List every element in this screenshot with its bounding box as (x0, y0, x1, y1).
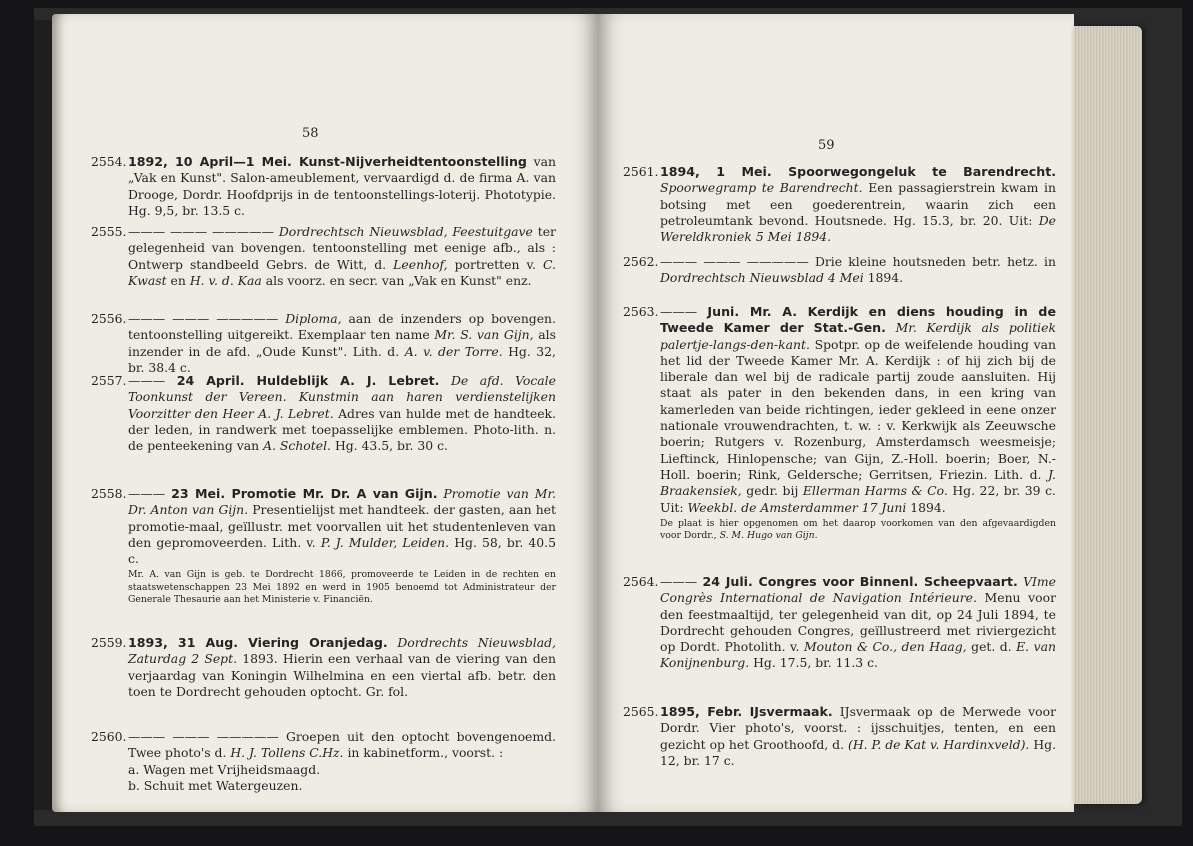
entry-italic: Leenhof, (393, 256, 448, 272)
entry-title: Dordrechts Nieuwsblad, Zaturdag 2 Sept. (128, 635, 556, 667)
entry-italic: A. Schotel. (263, 438, 331, 454)
entry-number: 2554. (91, 154, 127, 169)
entry-number: 2564. (623, 574, 659, 589)
entry-italic: E. van Konijnenburg. (660, 639, 1056, 671)
entry-dash: ——— ——— ————— (128, 224, 274, 239)
entry-heading: 24 Juli. Congres voor Binnenl. Scheepvaart. (702, 574, 1018, 589)
entry-text: ter gelegenheid van bovengen. tentoonstelling met eenige afb., als : Ontwerp standbeeld Gebrs. de Witt, d. (128, 224, 556, 272)
entry-italic: P. J. Mulder, Leiden. (320, 534, 450, 550)
catalog-entry (91, 635, 556, 700)
entry-text: IJsvermaak op de Merwede voor Dordr. Vier photo's, voorst. : ijsschuitjes, tenten, en een gezicht op het Groothoofd, d. (660, 704, 1056, 752)
entry-text: 1893. Hierin een verhaal van de viering van den verjaardag van Koningin Wilhelmina en een viertal afb. betr. den toen te Dordrecht gehouden optocht. Gr. fol. (128, 651, 556, 699)
entry-heading: 1892, 10 April—1 Mei. Kunst-Nijverheidtentoonstelling (128, 154, 527, 169)
entry-italic: J. Braakensiek, (660, 466, 1056, 499)
catalog-entry (91, 373, 556, 454)
entry-title: Dordrechtsch Nieuwsblad, Feestuitgave (278, 224, 533, 239)
entry-italic: De Wereldkroniek 5 Mei 1894. (660, 212, 1056, 245)
entry-title: De afd. Vocale Toonkunst der Vereen. Kunstmin aan haren verdienstelijken Voorzitter den Heer A. J. Lebret. (128, 373, 556, 421)
entry-heading: 24 April. Huldeblijk A. J. Lebret. (176, 373, 440, 388)
entry-text: als inzender in de afd. „Oude Kunst". Lith. d. (128, 327, 556, 359)
entry-italic: (H. P. de Kat v. Hardinxveld). (848, 736, 1030, 752)
entry-number: 2560. (91, 729, 127, 744)
entry-dash: ——— (660, 574, 698, 589)
entry-text: Spotpr. op de weifelende houding van het lid der Tweede Kamer Mr. A. Kerdijk : of hij zich bij de liberale dan wel bij de radicale partij zoude aansluiten. Hij staat als pater in den bekenden dans, in een kring van kamerleden van beide richtingen, ieder gekleed in eene onzer nationale vrouwendrachten, t. w. : v. Kerkwijk als Zeeuwsche boerin; Rutgers v. Rozenburg, Amsterdamsch weesmeisje; Lieftinck, Hinlopensche; van Gijn, Z.-Holl. boerin; Boer, N.-Holl. boerin; Rink, Geldersche; Gerritsen, Friezin. Lith. d. (660, 336, 1056, 482)
entry-heading: 23 Mei. Promotie Mr. Dr. A van Gijn. (171, 486, 438, 501)
entry-text: Hg. 43.5, br. 30 c. (334, 438, 448, 454)
entry-italic: H. v. d. Kaa (189, 272, 262, 288)
entry-text: Hg. 12, br. 17 c. (660, 736, 1057, 768)
entry-heading: 1893, 31 Aug. Viering Oranjedag. (128, 635, 388, 650)
entry-footnote (660, 518, 1056, 543)
page-number: 59 (818, 138, 835, 153)
entry-text: Een passagierstrein kwam in botsing met een goederentrein, waarin zich een petroleumtank bevond. Houtsnede. Hg. 15.3, br. 20. Uit: (660, 180, 1056, 228)
entry-text: als voorz. en secr. van „Vak en Kunst" enz. (265, 272, 532, 288)
catalog-entry (623, 704, 1057, 769)
entry-number: 2557. (91, 373, 127, 388)
page-fore-edge (1074, 26, 1142, 804)
entry-text: 1894. (910, 499, 946, 515)
entry-heading: 1894, 1 Mei. Spoorwegongeluk te Barendrecht. (660, 164, 1056, 179)
entry-italic: H. J. Tollens C.Hz. (230, 745, 344, 761)
entry-text: in kabinetform., voorst. : (347, 745, 504, 761)
entry-text: Groepen uit den optocht bovengenoemd. Twee photo's d. (128, 729, 556, 761)
entry-text: Hg. 58, br. 40.5 c. (128, 534, 556, 567)
entry-text: Adres van hulde met de handteek. der leden, in randwerk met toepasselijke emblemen. Photo-lith. n. de penteekening van (128, 405, 556, 454)
entry-dash: ——— (128, 373, 166, 388)
entry-dash: ——— ——— ————— (128, 729, 279, 744)
list-item: a. Wagen met Vrijheidsmaagd. (128, 761, 321, 777)
entry-italic: Mr. S. van Gijn, (434, 327, 534, 343)
entry-dash: ——— (660, 304, 698, 319)
page-number: 58 (302, 126, 319, 141)
entry-text: Menu voor den feestmaaltijd, ter gelegenheid van dit, op 24 Juli 1894, te Dordrecht gehouden Congres, geïllustreerd met riviergezicht op Dordt. Photolith. v. (660, 590, 1056, 655)
entry-text: Hg. 22, br. 39 c. Uit: (660, 483, 1056, 515)
entry-number: 2561. (623, 164, 659, 179)
entry-text: Hg. 17.5, br. 11.3 c. (753, 655, 878, 671)
entry-dash: ——— (128, 486, 166, 501)
catalog-entry (91, 154, 556, 219)
entry-text: 1894. (867, 270, 904, 286)
book-cover-edge (34, 20, 52, 810)
entry-title: Promotie van Mr. Dr. Anton van Gijn. (128, 486, 556, 518)
footnote-italic: S. M. Hugo van Gijn. (719, 530, 818, 542)
entry-number: 2559. (91, 635, 127, 650)
catalog-entry (623, 254, 1056, 287)
catalog-entry (91, 224, 556, 289)
entry-heading: 1895, Febr. IJsvermaak. (660, 704, 833, 719)
entry-dash: ——— ——— ————— (128, 311, 279, 326)
entry-text: Drie kleine houtsneden betr. hetz. in (814, 254, 1056, 269)
entry-heading: Juni. Mr. A. Kerdijk en diens houding in de Tweede Kamer der Stat.-Gen. (660, 304, 1056, 336)
entry-text: van „Vak en Kunst". Salon-ameublement, vervaardigd d. de firma A. van Drooge, Dordr. Hoofdprijs in de tentoonstellings-loterij. Phototypie. Hg. 9,5, br. 13.5 c. (128, 154, 556, 218)
entry-italic: Dordrechtsch Nieuwsblad 4 Mei (660, 270, 864, 286)
entry-number: 2565. (623, 704, 659, 719)
entry-text: Presentielijst met handteek. der gasten, aan het promotie-maal, geïllustr. met voorvallen uit het studentenleven van den gepromoveerden. Lith. v. (128, 502, 556, 550)
catalog-entry (623, 164, 1056, 245)
entry-text: portretten v. (454, 256, 536, 272)
list-item: b. Schuit met Watergeuzen. (128, 777, 303, 793)
entry-number: 2555. (91, 224, 127, 239)
entry-italic: Weekbl. de Amsterdammer 17 Juni (687, 499, 907, 515)
entry-text: Hg. 32, br. 38.4 c. (128, 343, 556, 375)
entry-footnote: Mr. A. van Gijn is geb. te Dordrecht 1866, promoveerde te Leiden in de rechten en staatswetenschappen 23 Mei 1892 en werd in 1905 benoemd tot Administrateur der Generale Thesaurie aan het Ministerie v. Financiën. (128, 569, 556, 606)
entry-text: gedr. bij (746, 483, 799, 499)
catalog-entry (91, 311, 556, 376)
left-page (52, 14, 598, 812)
entry-number: 2556. (91, 311, 127, 326)
footnote-text: De plaat is hier opgenomen om het daarop voorkomen van den afgevaardigden voor Dordr., (660, 517, 1056, 542)
catalog-entry (91, 729, 556, 794)
entry-number: 2558. (91, 486, 127, 501)
entry-number: 2562. (623, 254, 659, 269)
entry-dash: ——— ——— ————— (660, 254, 809, 269)
entry-title: Mr. Kerdijk als politiek palertje-langs-den-kant. (660, 320, 1056, 352)
entry-italic: C. Kwast (128, 256, 556, 288)
entry-title: Spoorwegramp te Barendrecht. (660, 180, 863, 196)
right-page (598, 14, 1074, 812)
open-book (34, 8, 1182, 826)
entry-number: 2563. (623, 304, 659, 319)
entry-text: en (170, 272, 186, 288)
entry-italic: Mouton & Co., den Haag, (803, 639, 967, 655)
entry-text: get. d. (971, 639, 1012, 655)
entry-text: aan de inzenders op bovengen. tentoonstelling uitgereikt. Exemplaar ten name (128, 311, 556, 343)
catalog-entry (623, 304, 1056, 543)
entry-title: Diploma, (285, 311, 342, 326)
catalog-entry (91, 486, 556, 607)
entry-italic: Ellerman Harms & Co. (802, 483, 948, 499)
catalog-entry (623, 574, 1056, 672)
entry-italic: A. v. der Torre. (404, 343, 503, 359)
entry-title: VIme Congrès International de Navigation Intérieure. (660, 574, 1056, 606)
